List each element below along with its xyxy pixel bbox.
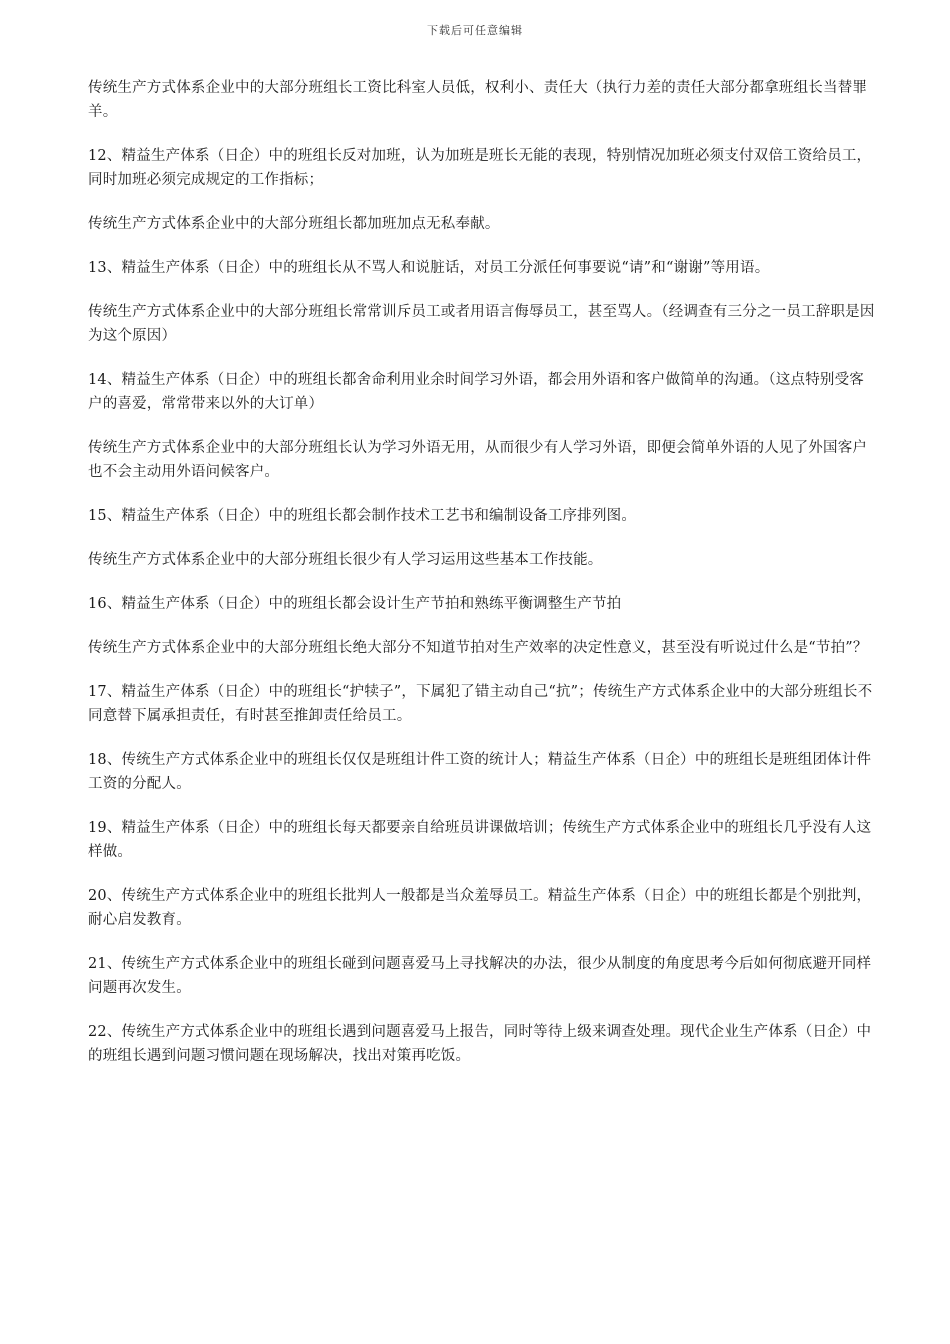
paragraph-9: 传统生产方式体系企业中的大部分班组长很少有人学习运用这些基本工作技能。 (88, 552, 603, 568)
paragraph-15: 20、传统生产方式体系企业中的班组长批判人一般都是当众羞辱员工。精益生产体系（日企）中的班组长都是个别批判，耐心启发教育。 (88, 888, 872, 928)
paragraph-7: 传统生产方式体系企业中的大部分班组长认为学习外语无用，从而很少有人学习外语，即便会简单外语的人见了外国客户也不会主动用外语问候客户。 (88, 440, 868, 480)
paragraph-13: 18、传统生产方式体系企业中的班组长仅仅是班组计件工资的统计人；精益生产体系（日企）中的班组长是班组团体计件工资的分配人。 (88, 752, 872, 792)
paragraph-17: 22、传统生产方式体系企业中的班组长遇到问题喜爱马上报告，同时等待上级来调查处理。现代企业生产体系（日企）中的班组长遇到问题习惯问题在现场解决，找出对策再吃饭。 (88, 1024, 872, 1064)
paragraph-14: 19、精益生产体系（日企）中的班组长每天都要亲自给班员讲课做培训；传统生产方式体系企业中的班组长几乎没有人这样做。 (88, 820, 872, 860)
paragraph-2: 12、精益生产体系（日企）中的班组长反对加班，认为加班是班长无能的表现，特别情况加班必须支付双倍工资给员工，同时加班必须完成规定的工作指标； (88, 148, 872, 188)
paragraph-12: 17、精益生产体系（日企）中的班组长“护犊子”，下属犯了错主动自己“抗”；传统生产方式体系企业中的大部分班组长不同意替下属承担责任，有时甚至推卸责任给员工。 (88, 684, 873, 724)
paragraph-6: 14、精益生产体系（日企）中的班组长都舍命利用业余时间学习外语，都会用外语和客户做简单的沟通。（这点特别受客户的喜爱，常常带来以外的大订单） (88, 372, 864, 412)
page-header: 下载后可任意编辑 (427, 24, 523, 37)
paragraph-1: 传统生产方式体系企业中的大部分班组长工资比科室人员低，权利小、责任大（执行力差的责任大部分都拿班组长当替罪羊。 (88, 80, 868, 120)
paragraph-16: 21、传统生产方式体系企业中的班组长碰到问题喜爱马上寻找解决的办法，很少从制度的角度思考今后如何彻底避开同样问题再次发生。 (88, 956, 872, 996)
document-body (88, 76, 878, 1088)
paragraph-10: 16、精益生产体系（日企）中的班组长都会设计生产节拍和熟练平衡调整生产节拍 (88, 596, 622, 612)
paragraph-5: 传统生产方式体系企业中的大部分班组长常常训斥员工或者用语言侮辱员工，甚至骂人。（经调查有三分之一员工辞职是因为这个原因） (88, 304, 875, 344)
paragraph-4: 13、精益生产体系（日企）中的班组长从不骂人和说脏话，对员工分派任何事要说“请”和“谢谢”等用语。 (88, 260, 770, 276)
paragraph-11: 传统生产方式体系企业中的大部分班组长绝大部分不知道节拍对生产效率的决定性意义，甚至没有听说过什么是“节拍”？ (88, 640, 868, 656)
paragraph-8: 15、精益生产体系（日企）中的班组长都会制作技术工艺书和编制设备工序排列图。 (88, 508, 637, 524)
paragraph-3: 传统生产方式体系企业中的大部分班组长都加班加点无私奉献。 (88, 216, 500, 232)
